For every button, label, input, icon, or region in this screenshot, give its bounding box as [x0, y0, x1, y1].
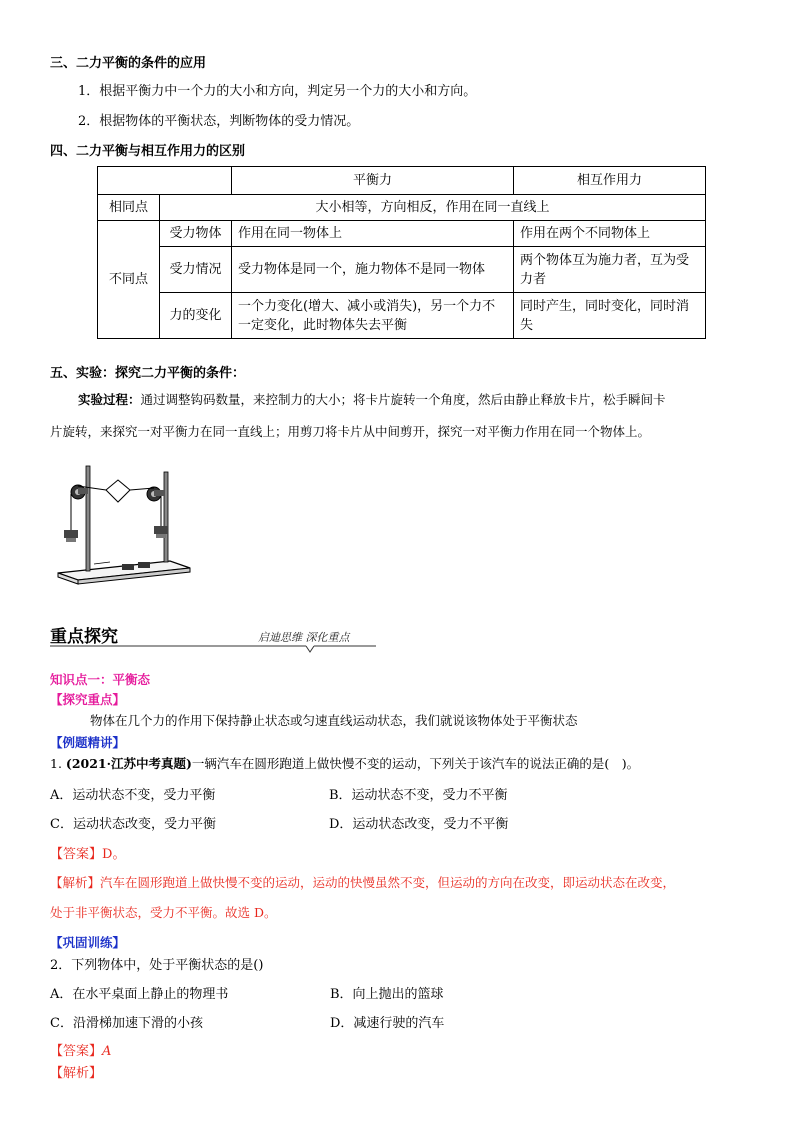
q1-option-b: B．运动状态不变，受力不平衡: [329, 788, 508, 803]
q2-answer-value: A: [102, 1044, 112, 1059]
q1-answer-value: D。: [102, 847, 126, 862]
knowledge-title: 知识点一：平衡态: [50, 672, 151, 687]
q2-option-c: C．沿滑梯加速下滑的小孩: [50, 1016, 203, 1031]
q1-analysis-text: 汽车在圆形跑道上做快慢不变的运动，运动的快慢虽然不变，但运动的方向在改变，即运动状态在改变，: [100, 875, 676, 890]
q1-analysis-label: 【解析】: [50, 875, 101, 890]
section3-item-1: 1．根据平衡力中一个力的大小和方向，判定另一个力的大小和方向。: [78, 84, 477, 99]
section5-heading: 五、实验：探究二力平衡的条件：: [50, 366, 246, 381]
table-same-label: 相同点: [98, 195, 160, 221]
table-header-balance: 平衡力: [232, 167, 514, 195]
table-aspect-cell: 力的变化: [160, 293, 232, 339]
table-same-text: 大小相等，方向相反，作用在同一直线上: [160, 195, 706, 221]
q2-analysis-label: 【解析】: [50, 1066, 103, 1081]
table-interaction-cell: 作用在两个不同物体上: [514, 221, 706, 247]
apparatus-illustration: [50, 458, 200, 588]
q1-option-d: D．运动状态改变，受力不平衡: [329, 817, 509, 832]
focus-label: 【探究重点】: [50, 692, 126, 707]
experiment-process-line2: 片旋转，来探究一对平衡力在同一直线上；用剪刀将卡片从中间剪开，探究一对平衡力作用在同一个物体上。: [50, 424, 651, 439]
banner-title: 重点探究: [50, 627, 118, 647]
experiment-process-text: 通过调整钩码数量，来控制力的大小；将卡片旋转一个角度，然后由静止释放卡片，松手瞬间卡: [140, 392, 666, 407]
table-balance-cell: 作用在同一物体上: [232, 221, 514, 247]
table-diff-label: 不同点: [98, 221, 160, 339]
q2-answer-label: 【答案】: [50, 1044, 103, 1059]
table-balance-cell: 受力物体是同一个，施力物体不是同一物体: [232, 247, 514, 293]
section3-heading: 三、二力平衡的条件的应用: [50, 56, 207, 71]
q2-option-d: D．减速行驶的汽车: [330, 1016, 445, 1031]
experiment-process-label: 实验过程：: [78, 392, 141, 407]
table-balance-cell: 一个力变化(增大、减小或消失)，另一个力不一定变化，此时物体失去平衡: [232, 293, 514, 339]
section3-item-2: 2．根据物体的平衡状态，判断物体的受力情况。: [78, 114, 360, 129]
experiment-process-line1: [78, 390, 666, 408]
q1-source: (2021·江苏中考真题): [65, 756, 192, 771]
example-label: 【例题精讲】: [50, 735, 126, 750]
q2-stem: 2．下列物体中，处于平衡状态的是(): [50, 958, 264, 973]
q1-number: 1.: [50, 756, 62, 771]
table-interaction-cell: 同时产生，同时变化，同时消失: [514, 293, 706, 339]
q1-option-a: A．运动状态不变，受力平衡: [50, 788, 216, 803]
banner-subtitle: 启迪思维 深化重点: [258, 631, 350, 644]
table-aspect-cell: 受力物体: [160, 221, 232, 247]
section4-heading: 四、二力平衡与相互作用力的区别: [50, 144, 246, 159]
q1-answer-label: 【答案】: [50, 847, 103, 862]
q1-text: 一辆汽车在圆形跑道上做快慢不变的运动，下列关于该汽车的说法正确的是( )。: [191, 756, 640, 771]
focus-text: 物体在几个力的作用下保持静止状态或匀速直线运动状态，我们就说该物体处于平衡状态: [90, 713, 578, 728]
q1-analysis-line1: [50, 873, 675, 891]
q2-answer: [50, 1040, 111, 1059]
practice-label: 【巩固训练】: [50, 935, 126, 950]
table-corner-cell: [98, 167, 232, 195]
table-interaction-cell: 两个物体互为施力者，互为受力者: [514, 247, 706, 293]
q1-stem: [50, 754, 639, 772]
q1-answer: [50, 843, 125, 862]
table-aspect-cell: 受力情况: [160, 247, 232, 293]
q2-option-b: B．向上抛出的篮球: [330, 987, 444, 1002]
q1-option-c: C．运动状态改变，受力平衡: [50, 817, 216, 832]
comparison-table: [97, 166, 706, 339]
q2-option-a: A．在水平桌面上静止的物理书: [50, 987, 229, 1002]
q1-analysis-line2: 处于非平衡状态，受力不平衡。故选 D。: [50, 905, 277, 920]
table-header-interaction: 相互作用力: [514, 167, 706, 195]
